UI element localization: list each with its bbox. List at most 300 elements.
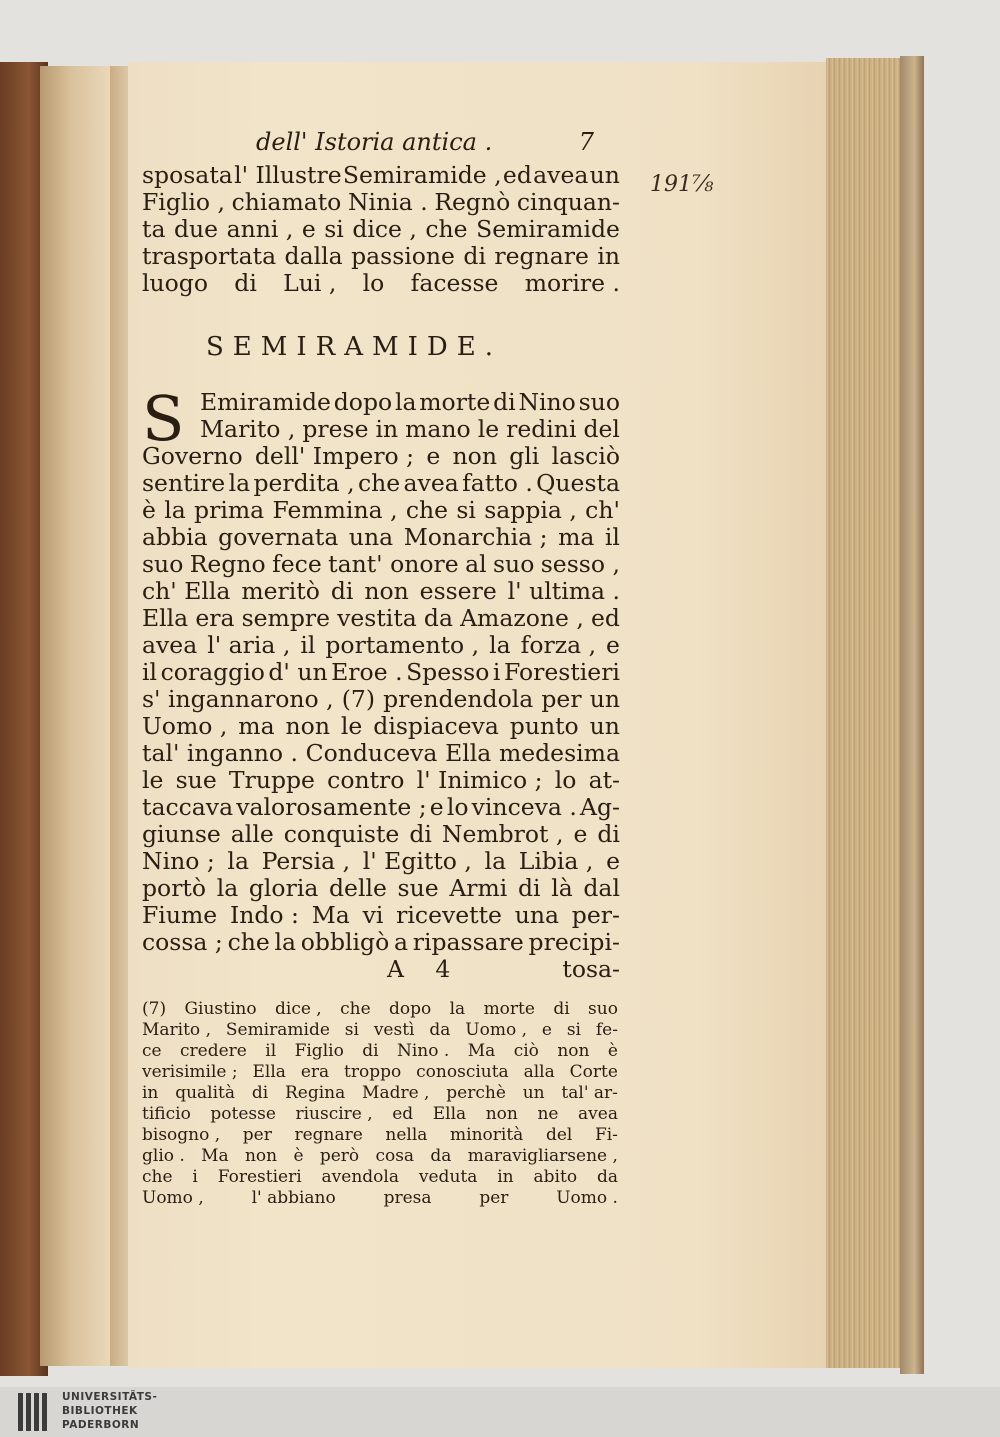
text-line [142, 740, 620, 767]
word: e [541, 1020, 552, 1040]
word: alla [523, 1062, 555, 1082]
word: Ninia . [347, 188, 428, 216]
text-line [142, 1167, 618, 1188]
word: ma [558, 523, 595, 551]
word: era [195, 604, 235, 632]
word: sue [175, 766, 217, 794]
word: morte [419, 388, 491, 416]
word: si [344, 1020, 359, 1040]
word: ed [502, 161, 532, 189]
word: prendendola [383, 685, 534, 713]
word: portò [142, 874, 207, 902]
word: avea [533, 161, 589, 189]
book-cover-right [900, 56, 924, 1374]
word: da [423, 604, 453, 632]
word: dice , [352, 215, 417, 243]
word: il [265, 1041, 277, 1061]
text-line [142, 578, 620, 605]
word: Figlio , [142, 188, 225, 216]
word: ch' Ella [142, 577, 231, 605]
word: di [409, 820, 432, 848]
word: la [489, 631, 511, 659]
word: per [541, 685, 582, 713]
word: per- [571, 901, 620, 929]
word: precipi- [528, 928, 620, 956]
word: maravigliarsene , [467, 1146, 618, 1166]
word: passione [351, 242, 455, 270]
word: il [142, 658, 158, 686]
word: Questa [536, 469, 620, 497]
text-line [142, 999, 618, 1020]
word: vinceva . [471, 793, 577, 821]
word: morire . [524, 269, 620, 297]
word: d' un [268, 658, 328, 686]
word: di [463, 242, 486, 270]
word: Armi [449, 874, 508, 902]
word: per [242, 1125, 272, 1145]
word: è [607, 1041, 618, 1061]
word: cinquan- [516, 188, 620, 216]
word: portamento , [325, 631, 480, 659]
text-line [142, 189, 620, 216]
word: Marito , [200, 415, 296, 443]
text-line [142, 794, 620, 821]
word: lo [446, 793, 469, 821]
word: ch' [585, 496, 620, 524]
text-line [142, 632, 620, 659]
word: Uomo , [142, 712, 228, 740]
word: le [142, 766, 164, 794]
word: regnare [294, 1125, 363, 1145]
word: di [517, 874, 541, 902]
word: Forestieri [217, 1167, 302, 1187]
word: suo [578, 388, 620, 416]
word: regnare [494, 242, 589, 270]
word: valorosamente ; [236, 793, 427, 821]
word: e [606, 631, 620, 659]
word: at- [588, 766, 620, 794]
word: in [597, 242, 620, 270]
word: la [227, 847, 249, 875]
word: due [173, 215, 219, 243]
logo-line: UNIVERSITÄTS- [62, 1391, 158, 1403]
text-line [142, 1083, 618, 1104]
word: Spesso [406, 658, 490, 686]
word: Uomo . [556, 1188, 618, 1208]
word: s' ingannarono , [142, 685, 334, 713]
word: Regnò [434, 188, 511, 216]
word: un [522, 1083, 545, 1103]
word: credere [180, 1041, 247, 1061]
word: vi [362, 901, 384, 929]
word: punto [509, 712, 579, 740]
word: contro [327, 766, 405, 794]
word: avea [403, 469, 459, 497]
word: da [429, 1020, 451, 1040]
paragraph-semiramide [142, 382, 620, 956]
word: governata [218, 523, 339, 551]
word: la [164, 496, 186, 524]
word: le [340, 712, 363, 740]
text-line [142, 713, 620, 740]
word: Uomo , [142, 1188, 204, 1208]
word: da [430, 1146, 452, 1166]
word: per [479, 1188, 509, 1208]
word: fece [272, 550, 322, 578]
word: Nembrot , [441, 820, 564, 848]
word: ciò [513, 1041, 539, 1061]
word: Corte [569, 1062, 618, 1082]
word: conosciuta [416, 1062, 509, 1082]
word: in [142, 1083, 159, 1103]
word: là [551, 874, 573, 902]
word: dell' Impero ; [254, 442, 415, 470]
text-line [142, 1041, 618, 1062]
text-line [142, 821, 620, 848]
word: ed [392, 1104, 414, 1124]
word: non [452, 442, 497, 470]
running-header [142, 128, 620, 162]
catchword: tosa- [562, 955, 620, 983]
word: i [492, 658, 501, 686]
word: avendola [321, 1167, 399, 1187]
word: essere [419, 577, 497, 605]
word: e [429, 793, 444, 821]
text-line [142, 1020, 618, 1041]
left-page-edge [40, 66, 118, 1366]
word: Fi- [594, 1125, 618, 1145]
word: l' abbiano [251, 1188, 336, 1208]
word: non [244, 1146, 278, 1166]
word: Lui , [283, 269, 337, 297]
word: a [393, 928, 408, 956]
word: che [142, 1167, 173, 1187]
word: ma [238, 712, 275, 740]
word: Semiramide , [342, 161, 502, 189]
text-line [142, 929, 620, 956]
word: dispiaceva [373, 712, 499, 740]
word: Marito , [142, 1020, 211, 1040]
word: avea [142, 631, 198, 659]
word: dal [583, 874, 620, 902]
word: Monarchia ; [403, 523, 548, 551]
footnote [142, 999, 618, 1209]
word: un [589, 685, 620, 713]
word: Ella [142, 604, 189, 632]
word: Semiramide [225, 1020, 330, 1040]
text-line [142, 875, 620, 902]
word: la [216, 874, 239, 902]
word: il [604, 523, 620, 551]
text-line [142, 1104, 618, 1125]
word: gli [509, 442, 540, 470]
word: e [426, 442, 441, 470]
word: dopo [333, 388, 393, 416]
word: alle [230, 820, 274, 848]
word: trasportata [142, 242, 277, 270]
word: Indo : [229, 901, 299, 929]
word: Nino [518, 388, 576, 416]
word: coraggio [160, 658, 265, 686]
word: le [477, 415, 500, 443]
word: l' Inimico ; [416, 766, 543, 794]
text-line [142, 1146, 618, 1167]
word: del [583, 415, 620, 443]
word: di [251, 1083, 269, 1103]
word: luogo [142, 269, 208, 297]
word: presa [383, 1188, 432, 1208]
word: sappia , [484, 496, 577, 524]
word: la [394, 388, 417, 416]
word: cossa ; [142, 928, 223, 956]
margin-annotation: 191⅞ [650, 172, 714, 197]
word: ed [590, 604, 620, 632]
word: una [348, 523, 394, 551]
word: che [357, 469, 401, 497]
word: riuscire , [295, 1104, 373, 1124]
word: anni , [226, 215, 294, 243]
page-number: 7 [578, 128, 594, 156]
word: l' aria , [207, 631, 291, 659]
text-line [142, 497, 620, 524]
word: la [274, 928, 297, 956]
word: avea [578, 1104, 618, 1124]
word: non [285, 712, 330, 740]
word: si [324, 215, 344, 243]
word: i [192, 1167, 198, 1187]
word: vestì [373, 1020, 415, 1040]
word: di [362, 1041, 379, 1061]
word: e [573, 820, 588, 848]
word: prima [194, 496, 265, 524]
word: Uomo , [465, 1020, 527, 1040]
word: sempre [241, 604, 331, 632]
word: e [301, 215, 316, 243]
word: sentire [142, 469, 226, 497]
word: Nino ; [142, 847, 215, 875]
text-line [200, 416, 620, 443]
word: del [545, 1125, 573, 1145]
word: prese [302, 415, 369, 443]
word: meritò [241, 577, 320, 605]
word: suo [493, 550, 535, 578]
word: dice , [275, 999, 322, 1019]
text-line [142, 902, 620, 929]
text-line [142, 659, 620, 686]
word: bisogno , [142, 1125, 221, 1145]
word: ta [142, 215, 166, 243]
word: l' Illustre [234, 161, 342, 189]
logo-line: BIBLIOTHEK [62, 1405, 138, 1417]
word: Ella [445, 739, 492, 767]
word: delle [329, 874, 387, 902]
word: che [227, 928, 270, 956]
word: Ag- [580, 793, 620, 821]
word: taccava [142, 793, 234, 821]
word: gloria [248, 874, 319, 902]
word: non [557, 1041, 590, 1061]
word: qualità [175, 1083, 236, 1103]
text-line [142, 216, 620, 243]
word: verisimile ; [142, 1062, 238, 1082]
library-logo [0, 1387, 1000, 1437]
text-line [142, 605, 620, 632]
word: l' Egitto , [362, 847, 472, 875]
text-line [142, 767, 620, 794]
text-line [142, 243, 620, 270]
text-line [142, 443, 620, 470]
word: Ma [311, 901, 350, 929]
word: tal' ar- [561, 1083, 618, 1103]
word: troppo [344, 1062, 402, 1082]
word: è [142, 496, 156, 524]
word: ricevette [396, 901, 502, 929]
word: che [425, 215, 468, 243]
word: Persia , [261, 847, 351, 875]
word: di [330, 577, 354, 605]
word: (7) [341, 685, 376, 713]
word: Libia , [518, 847, 594, 875]
word: si [566, 1020, 581, 1040]
page-text [142, 128, 620, 1209]
word: lo [362, 269, 385, 297]
word: facesse [410, 269, 499, 297]
word: morte [483, 999, 535, 1019]
word: che [405, 496, 449, 524]
word: tificio [142, 1104, 191, 1124]
paragraph-continued [142, 162, 620, 297]
word: dopo [389, 999, 432, 1019]
word: tal' inganno . [142, 739, 298, 767]
word: ce [142, 1041, 162, 1061]
word: potesse [210, 1104, 276, 1124]
word: mano [405, 415, 471, 443]
word: non [485, 1104, 518, 1124]
word: Regno [189, 550, 266, 578]
word: medesima [498, 739, 620, 767]
word: Ma [467, 1041, 496, 1061]
word: lo [554, 766, 577, 794]
word: di [553, 999, 570, 1019]
word: Conduceva [305, 739, 438, 767]
word: Nino . [396, 1041, 450, 1061]
word: minorità [450, 1125, 524, 1145]
word: di [234, 269, 257, 297]
word: giunse [142, 820, 221, 848]
text-line [142, 1188, 618, 1209]
word: si [456, 496, 476, 524]
word: Giustino [184, 999, 257, 1019]
word: glio . [142, 1146, 185, 1166]
word: che [340, 999, 371, 1019]
word: in [375, 415, 399, 443]
word: fe- [595, 1020, 618, 1040]
word: di [493, 388, 516, 416]
word: non [364, 577, 409, 605]
signature-mark: A 4 [386, 955, 463, 983]
library-logo-text [62, 1390, 157, 1432]
word: perdita , [253, 469, 355, 497]
word: nella [385, 1125, 428, 1145]
text-line [142, 270, 620, 297]
word: Semiramide [476, 215, 620, 243]
word: sesso , [540, 550, 620, 578]
word: il [300, 631, 316, 659]
word: la [484, 847, 507, 875]
word: Ma [201, 1146, 229, 1166]
word: sposata [142, 161, 233, 189]
word: Ella [252, 1062, 286, 1082]
word: però [319, 1146, 360, 1166]
word: di [597, 820, 620, 848]
word: tant' onore [328, 550, 459, 578]
word: Truppe [228, 766, 315, 794]
word: Governo [142, 442, 243, 470]
word: era [300, 1062, 330, 1082]
word: suo [142, 550, 184, 578]
word: Fiume [142, 901, 218, 929]
section-heading: SEMIRAMIDE. [206, 332, 503, 362]
text-line [142, 524, 620, 551]
word: conquiste [283, 820, 400, 848]
word: Eroe . [331, 658, 403, 686]
text-line [142, 848, 620, 875]
word: dalla [284, 242, 343, 270]
word: suo [588, 999, 618, 1019]
text-line [142, 470, 620, 497]
word: ne [537, 1104, 559, 1124]
word: Madre , [362, 1083, 430, 1103]
text-line [142, 551, 620, 578]
word: (7) [142, 999, 167, 1019]
running-title: dell' Istoria antica . [256, 128, 493, 156]
word: Amazone , [460, 604, 584, 632]
word: Forestieri [503, 658, 620, 686]
word: al [465, 550, 487, 578]
word: obbligò [300, 928, 390, 956]
word: lasciò [551, 442, 620, 470]
text-line [142, 162, 620, 189]
word: un [589, 161, 620, 189]
text-line [142, 1125, 618, 1146]
word: Regina [284, 1083, 346, 1103]
word: perchè [446, 1083, 506, 1103]
drop-cap: S [142, 382, 185, 455]
word: un [589, 712, 620, 740]
word: veduta [418, 1167, 478, 1187]
text-line [200, 389, 620, 416]
word: Figlio [294, 1041, 344, 1061]
word: abito [533, 1167, 578, 1187]
word: ripassare [412, 928, 524, 956]
text-line [142, 1062, 618, 1083]
word: sue [397, 874, 439, 902]
word: abbia [142, 523, 208, 551]
logo-line: PADERBORN [62, 1419, 140, 1431]
word: forza , [520, 631, 597, 659]
word: Femmina , [272, 496, 398, 524]
word: e [606, 847, 620, 875]
word: la [228, 469, 251, 497]
signature-line [142, 956, 620, 983]
word: una [514, 901, 560, 929]
word: la [449, 999, 466, 1019]
word: da [596, 1167, 618, 1187]
word: redini [506, 415, 577, 443]
word: Ella [432, 1104, 467, 1124]
word: vestita [337, 604, 417, 632]
library-logo-icon [18, 1393, 54, 1431]
